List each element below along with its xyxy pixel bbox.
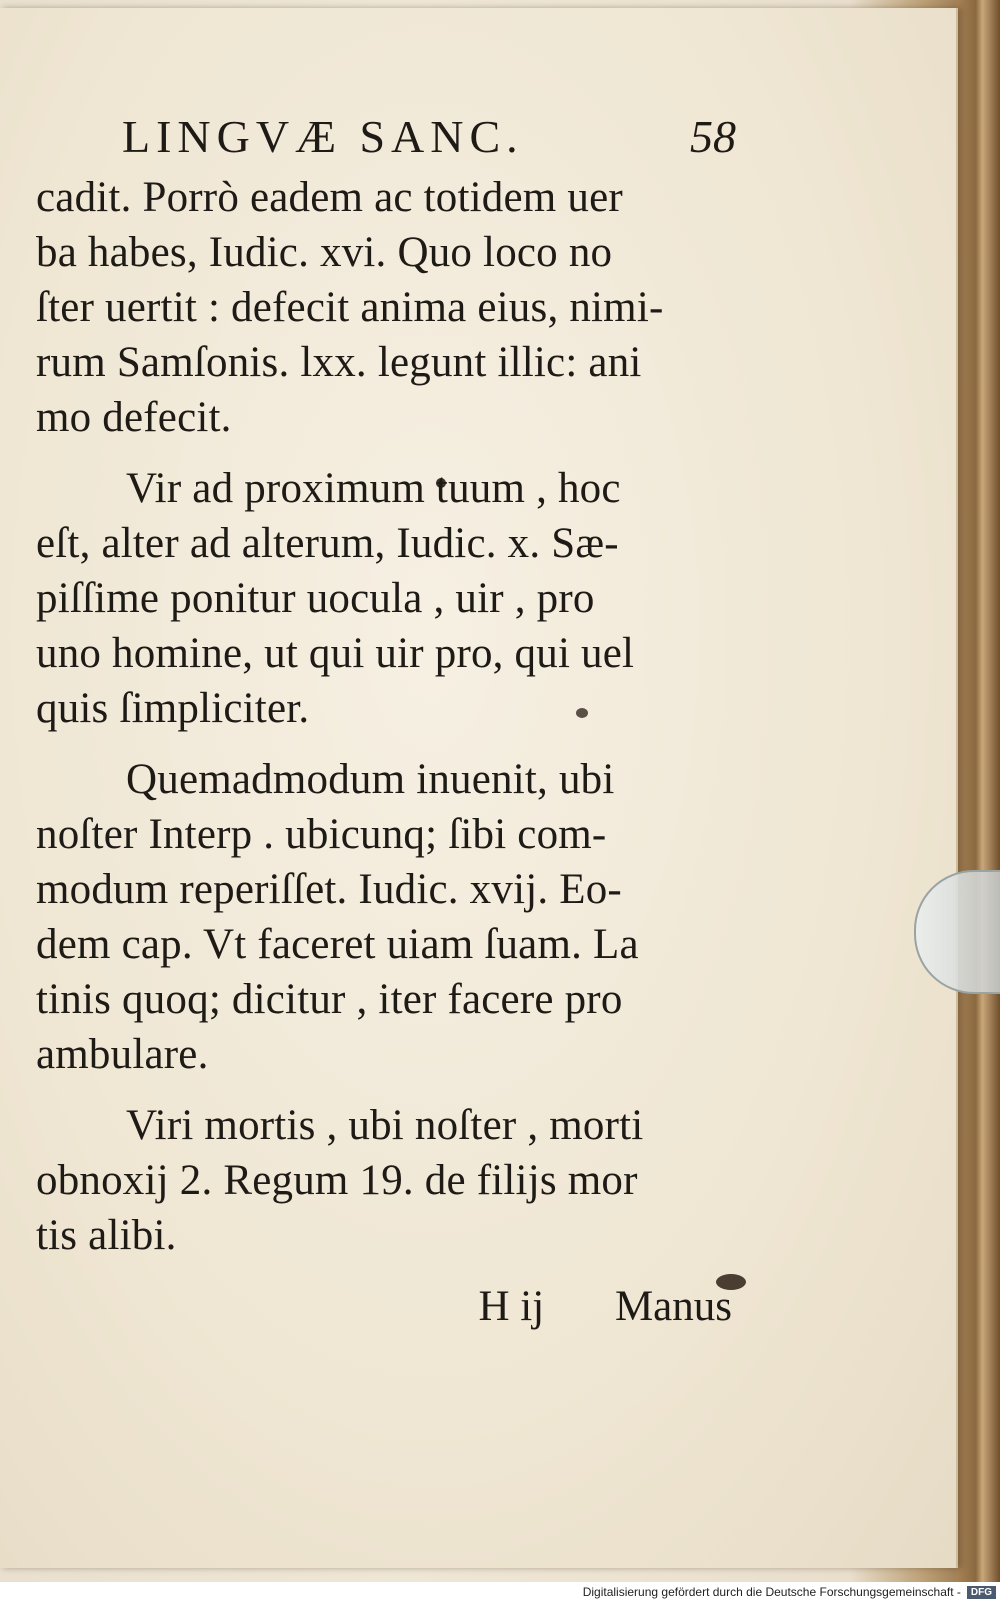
text-line: modum reperiſſet. Iudic. xvij. Eo- bbox=[36, 866, 622, 913]
text-line: Vir ad proximum tuum , hoc bbox=[126, 465, 621, 512]
paragraph-4 bbox=[36, 1098, 736, 1263]
catchword: Manus bbox=[614, 1283, 732, 1330]
running-header bbox=[122, 108, 736, 166]
running-title: LINGVÆ SANC. bbox=[122, 111, 524, 162]
text-line: tinis quoq; dicitur , iter facere pro bbox=[36, 976, 623, 1023]
text-line: piſſime ponitur uocula , uir , pro bbox=[36, 575, 595, 622]
paragraph-2 bbox=[36, 461, 736, 736]
catchword-line bbox=[36, 1279, 736, 1334]
paragraph-1 bbox=[36, 170, 736, 445]
funding-credit: Digitalisierung gefördert durch die Deutsche Forschungsgemeinschaft - bbox=[582, 1585, 961, 1599]
book-edge bbox=[956, 0, 1000, 1582]
digitization-footer bbox=[0, 1582, 1000, 1602]
dfg-logo: DFG bbox=[967, 1586, 996, 1599]
paragraph-3 bbox=[36, 752, 736, 1082]
text-line: uno homine, ut qui uir pro, qui uel bbox=[36, 630, 635, 677]
text-line: obnoxij 2. Regum 19. de filijs mor bbox=[36, 1157, 638, 1204]
text-line: Quemadmodum inuenit, ubi bbox=[126, 756, 615, 803]
text-line: dem cap. Vt faceret uiam ſuam. La bbox=[36, 921, 639, 968]
text-line: rum Samſonis. lxx. legunt illic: ani bbox=[36, 339, 642, 386]
text-line: Viri mortis , ubi noſter , morti bbox=[126, 1102, 644, 1149]
text-line: quis ſimpliciter. bbox=[36, 685, 310, 732]
text-line: ba habes, Iudic. xvi. Quo loco no bbox=[36, 229, 613, 276]
text-line: cadit. Porrò eadem ac totidem uer bbox=[36, 174, 623, 221]
text-line: noſter Interp . ubicunq; ſibi com- bbox=[36, 811, 607, 858]
page-text bbox=[36, 108, 736, 1334]
text-line: ambulare. bbox=[36, 1031, 209, 1078]
text-line: eſt, alter ad alterum, Iudic. x. Sæ- bbox=[36, 520, 619, 567]
text-line: mo defecit. bbox=[36, 394, 232, 441]
text-line: ſter uertit : defecit anima eius, nimi- bbox=[36, 284, 664, 331]
text-line: tis alibi. bbox=[36, 1212, 177, 1259]
signature-mark: H ij bbox=[478, 1283, 545, 1330]
page-number: 58 bbox=[690, 111, 736, 162]
